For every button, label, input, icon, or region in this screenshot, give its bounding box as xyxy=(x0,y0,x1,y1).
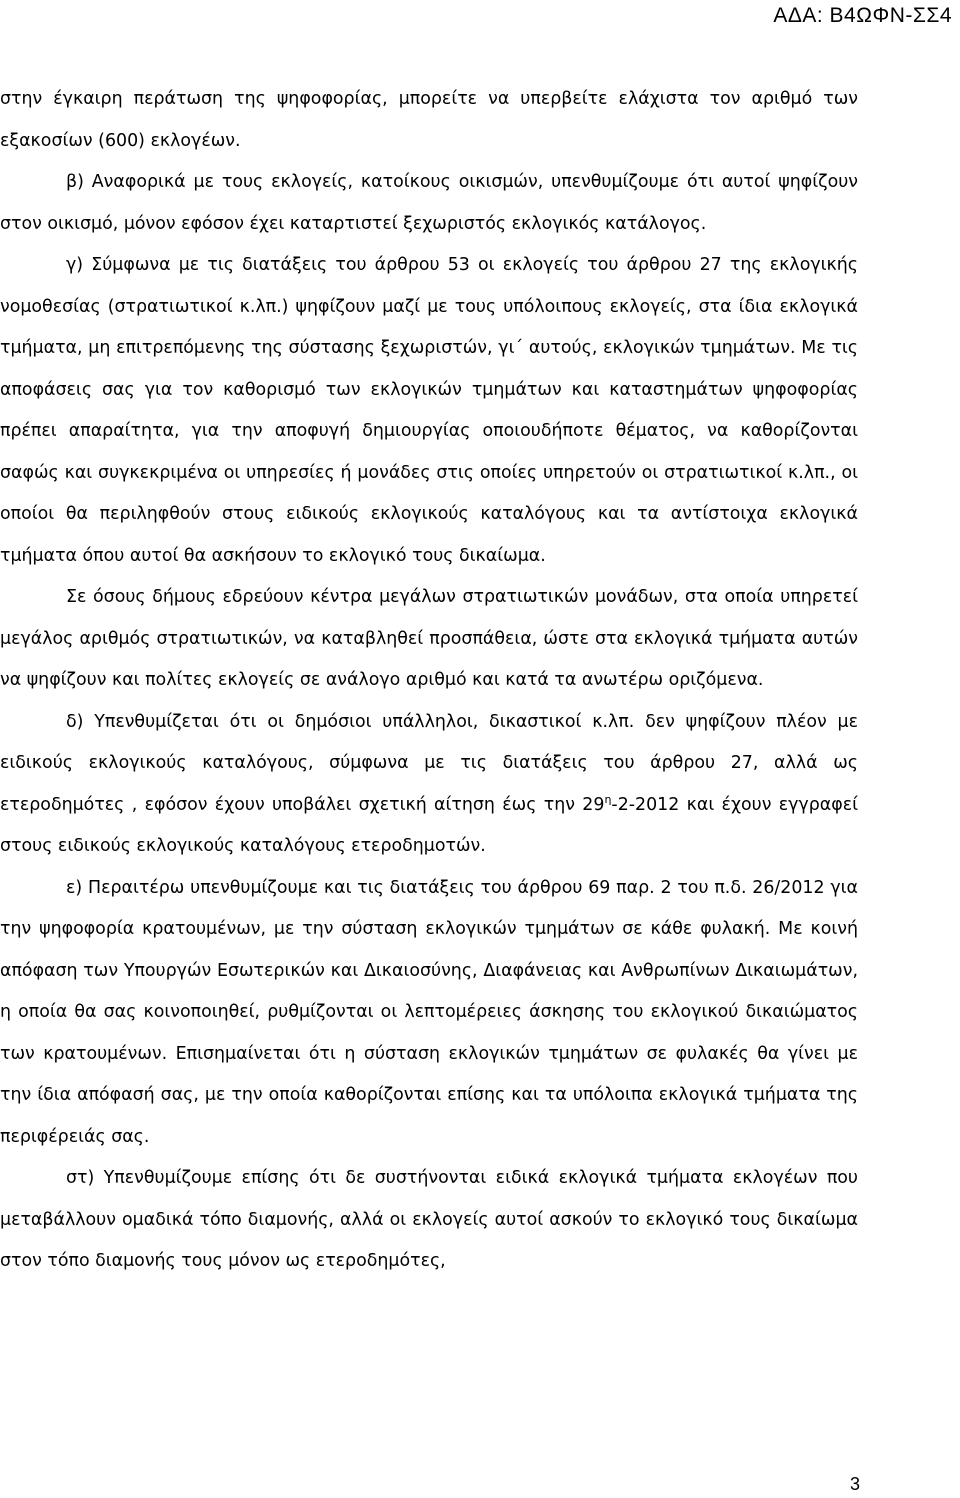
ada-document-code: ΑΔΑ: Β4ΩΦΝ-ΣΣ4 xyxy=(773,4,952,27)
paragraph-f: στ) Υπενθυμίζουμε επίσης ότι δε συστήνονται ειδικά εκλογικά τμήματα εκλογέων που μεταβάλλουν ομαδικά τόπο διαμονής, αλλά οι εκλογείς αυτοί ασκούν το εκλογικό τους δικαίωμα στον τόπο διαμονής τους μόνον ως ετεροδημότες, xyxy=(0,1168,858,1271)
paragraph-d-text-after: -2-2012 και έχουν εγγραφεί στους ειδικούς εκλογικούς καταλόγους ετεροδημοτών. xyxy=(0,794,858,856)
paragraph-continuation: στην έγκαιρη περάτωση της ψηφοφορίας, μπορείτε να υπερβείτε ελάχιστα τον αριθμό των εξακοσίων (600) εκλογέων. xyxy=(0,89,858,151)
page-number: 3 xyxy=(849,1474,860,1494)
ordinal-superscript: η xyxy=(604,792,612,806)
paragraph-c: γ) Σύμφωνα με τις διατάξεις του άρθρου 53 οι εκλογείς του άρθρου 27 της εκλογικής νομοθεσίας (στρατιωτικοί κ.λπ.) ψηφίζουν μαζί με τους υπόλοιπους εκλογείς, στα ίδια εκλογικά τμήματα, μη επιτρεπόμενης της σύστασης ξεχωριστών, γι΄ αυτούς, εκλογικών τμημάτων. Με τις αποφάσεις σας για τον καθορισμό των εκλογικών τμημάτων και καταστημάτων ψηφοφορίας πρέπει απαραίτητα, για την αποφυγή δημιουργίας οποιουδήποτε θέματος, να καθορίζονται σαφώς και συγκεκριμένα οι υπηρεσίες ή μονάδες στις οποίες υπηρετούν οι στρατιωτικοί κ.λπ., οι οποίοι θα περιληφθούν στους ειδικούς εκλογικούς καταλόγους και τα αντίστοιχα εκλογικά τμήματα όπου αυτοί θα ασκήσουν το εκλογικό τους δικαίωμα. xyxy=(0,255,858,566)
paragraph-b: β) Αναφορικά με τους εκλογείς, κατοίκους οικισμών, υπενθυμίζουμε ότι αυτοί ψηφίζουν στον οικισμό, μόνον εφόσον έχει καταρτιστεί ξεχωριστός εκλογικός κατάλογος. xyxy=(0,172,858,234)
paragraph-d xyxy=(0,702,858,868)
paragraph-military-units: Σε όσους δήμους εδρεύουν κέντρα μεγάλων στρατιωτικών μονάδων, στα οποία υπηρετεί μεγάλος αριθμός στρατιωτικών, να καταβληθεί προσπάθεια, ώστε στα εκλογικά τμήματα αυτών να ψηφίζουν και πολίτες εκλογείς σε ανάλογο αριθμό και κατά τα ανωτέρω οριζόμενα. xyxy=(0,587,858,690)
paragraph-e: ε) Περαιτέρω υπενθυμίζουμε και τις διατάξεις του άρθρου 69 παρ. 2 του π.δ. 26/2012 για την ψηφοφορία κρατουμένων, με την σύσταση εκλογικών τμημάτων σε κάθε φυλακή. Με κοινή απόφαση των Υπουργών Εσωτερικών και Δικαιοσύνης, Διαφάνειας και Ανθρωπίνων Δικαιωμάτων, η οποία θα σας κοινοποιηθεί, ρυθμίζονται οι λεπτομέρειες άσκησης του εκλογικού δικαιώματος των κρατουμένων. Επισημαίνεται ότι η σύσταση εκλογικών τμημάτων σε φυλακές θα γίνει με την ίδια απόφασή σας, με την οποία καθορίζονται επίσης και τα υπόλοιπα εκλογικά τμήματα της περιφέρειάς σας. xyxy=(0,877,858,1147)
document-body xyxy=(0,79,858,1283)
paragraph-d-text-before: δ) Υπενθυμίζεται ότι οι δημόσιοι υπάλληλοι, δικαστικοί κ.λπ. δεν ψηφίζουν πλέον με ειδικούς εκλογικούς καταλόγους, σύμφωνα με τις διατάξεις του άρθρου 27, αλλά ως ετεροδημότες , εφόσον έχουν υποβάλει σχετική αίτηση έως την 29 xyxy=(0,711,858,815)
